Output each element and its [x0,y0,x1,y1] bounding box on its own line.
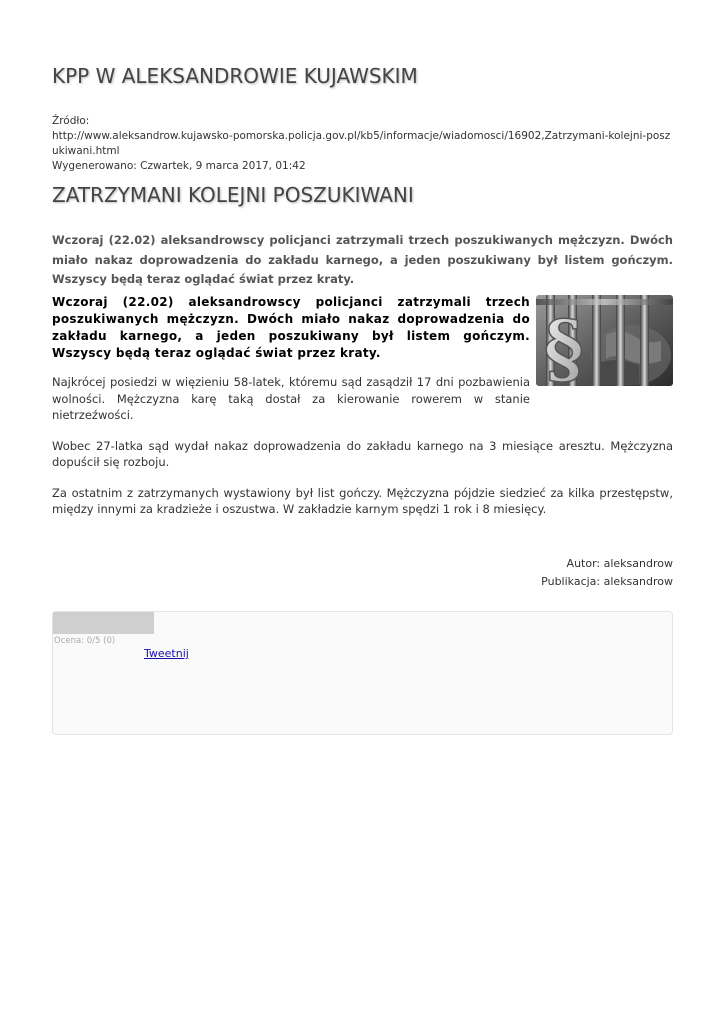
paragraph-symbol-prison-bars-icon [536,295,673,386]
tweet-link[interactable]: Tweetnij [144,647,189,660]
rating-bar[interactable] [53,612,154,634]
source-meta [52,114,673,174]
generated-date: Wygenerowano: Czwartek, 9 marca 2017, 01:42 [52,160,306,172]
article-lead: Wczoraj (22.02) aleksandrowscy policjanci zatrzymali trzech poszukiwanych mężczyzn. Dwóch miało nakaz doprowadzenia do zakładu karnego, a jeden poszukiwany był listem gończym. Wszyscy będą teraz oglądać świat przez kraty. [52,233,673,286]
rating-text: Ocena: 0/5 (0) [54,636,116,646]
source-url: http://www.aleksandrow.kujawsko-pomorska.policja.gov.pl/kb5/informacje/wiadomosci/16902,Zatrzymani-kolejni-poszukiwani.html [52,130,671,157]
article-paragraph: Najkrócej posiedzi w więzieniu 58-latek, któremu sąd zasądził 17 dni pozbawienia wolności. Mężczyzna karę taką dostał za kierowanie rowerem w stanie nietrzeźwości. [52,375,530,422]
site-title: KPP W ALEKSANDROWIE KUJAWSKIM [52,64,418,88]
article-intro: Wczoraj (22.02) aleksandrowscy policjanci zatrzymali trzech poszukiwanych mężczyzn. Dwóch miało nakaz doprowadzenia do zakładu karnego, a jeden poszukiwany był listem gończym. Wszyscy będą teraz oglądać świat przez kraty. [52,295,530,360]
article-paragraph: Za ostatnim z zatrzymanych wystawiony był list gończy. Mężczyzna pójdzie siedzieć za kilka przestępstw, między innymi za kradzieże i oszustwa. W zakładzie karnym spędzi 1 rok i 8 miesięcy. [52,485,673,516]
publication: Publikacja: aleksandrow [541,575,673,588]
svg-text:§: § [544,304,584,386]
article-content [52,294,673,532]
rating-box [52,611,673,735]
source-label: Źródło: [52,115,90,127]
author: Autor: aleksandrow [566,557,673,570]
article-title: ZATRZYMANI KOLEJNI POSZUKIWANI [52,183,414,207]
article-image [536,295,673,386]
article-paragraph: Wobec 27-latka sąd wydał nakaz doprowadzenia do zakładu karnego na 3 miesiące aresztu. Mężczyzna dopuścił się rozboju. [52,438,673,469]
author-info [541,555,673,591]
